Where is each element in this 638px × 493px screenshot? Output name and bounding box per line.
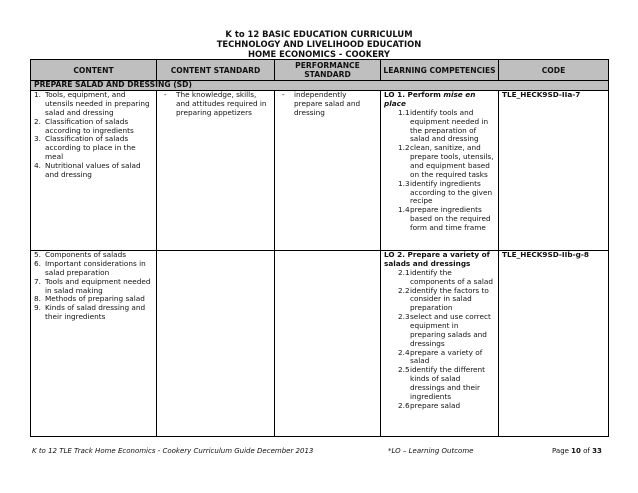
content-standard-cell <box>157 91 275 251</box>
list-item <box>384 402 495 411</box>
list-item-number: 2.3 <box>398 312 410 322</box>
list-item-number: 1.2 <box>398 143 410 153</box>
content-list <box>34 251 153 322</box>
list-item-number: 8. <box>34 294 41 304</box>
list-item-number: 1.4 <box>398 205 410 215</box>
table-row <box>31 251 609 437</box>
col-header-content: CONTENT <box>31 60 157 81</box>
competency-list <box>384 269 495 411</box>
col-header-content-standard: CONTENT STANDARD <box>157 60 275 81</box>
list-item-text: identify the components of a salad <box>410 267 493 286</box>
list-item <box>34 278 153 296</box>
list-item-number: 5. <box>34 250 41 260</box>
list-item <box>384 206 495 233</box>
code-cell: TLE_HECK9SD-IIa-7 <box>499 91 609 251</box>
list-item-number: 2.1 <box>398 267 410 277</box>
competencies-cell <box>381 91 499 251</box>
learning-outcome-title: LO 1. Perform mise en place <box>384 90 476 109</box>
bullet-dash: - <box>282 90 285 100</box>
list-item-number: 7. <box>34 276 41 286</box>
list-item-text: identify tools and equipment needed in the preparation of salad and dressing <box>410 107 489 144</box>
list-item <box>384 287 495 314</box>
col-header-code: CODE <box>499 60 609 81</box>
list-item-number: 2.5 <box>398 365 410 375</box>
list-item-number: 4. <box>34 161 41 170</box>
list-item-number: 6. <box>34 259 41 269</box>
performance-standard-cell <box>275 251 381 437</box>
content-cell <box>31 91 157 251</box>
content-cell <box>31 251 157 437</box>
list-item-text: Tools and equipment needed in salad making <box>45 276 151 295</box>
performance-standard-text: independently prepare salad and dressing <box>294 90 361 117</box>
list-item-number: 2.4 <box>398 347 410 357</box>
content-standard-cell <box>157 251 275 437</box>
footer-guide-title: K to 12 TLE Track Home Economics - Cookery Curriculum Guide December 2013 <box>32 447 314 455</box>
list-item-text: Important considerations in salad preparation <box>45 259 146 277</box>
list-item <box>34 162 153 180</box>
list-item-number: 9. <box>34 303 41 313</box>
list-item <box>384 349 495 367</box>
list-item <box>384 366 495 401</box>
document-subtitle: TECHNOLOGY AND LIVELIHOOD EDUCATION <box>216 39 422 49</box>
list-item-text: Kinds of salad dressing and their ingredients <box>45 303 146 322</box>
list-item-number: 3. <box>34 134 41 144</box>
list-item-number: 1. <box>34 90 41 100</box>
list-item <box>34 260 153 278</box>
list-item-text: identify the factors to consider in salad preparation <box>410 285 489 313</box>
list-item-number: 1.1 <box>398 107 410 117</box>
list-item-text: prepare salad <box>410 400 461 410</box>
list-item-text: Tools, equipment, and utensils needed in preparing salad and dressing <box>45 90 150 117</box>
list-item-text: clean, sanitize, and prepare tools, utensils, and equipment based on the required tasks <box>410 143 494 179</box>
list-item <box>384 180 495 207</box>
list-item-text: Methods of preparing salad <box>45 294 145 304</box>
table-row <box>31 91 609 251</box>
list-item-text: Classification of salads according to place in the meal <box>45 134 136 162</box>
col-header-performance-standard: PERFORMANCE STANDARD <box>275 60 381 81</box>
performance-standard-cell <box>275 91 381 251</box>
list-item <box>384 269 495 287</box>
competency-list <box>384 109 495 233</box>
curriculum-table <box>30 59 609 437</box>
list-item-text: Nutritional values of salad and dressing <box>45 161 141 179</box>
bullet-dash: - <box>164 90 167 100</box>
list-item-text: identify ingredients according to the given recipe <box>410 178 493 206</box>
list-item <box>384 313 495 348</box>
list-item <box>34 135 153 162</box>
list-item-text: prepare ingredients based on the required form and time frame <box>410 205 491 232</box>
document-subject: HOME ECONOMICS - COOKERY <box>248 49 390 59</box>
list-item <box>384 144 495 179</box>
learning-outcome-title: LO 2. Prepare a variety of salads and dressings <box>384 250 490 269</box>
page-number: Page 10 of 33 <box>552 447 602 455</box>
list-item-text: identify the different kinds of salad dressings and their ingredients <box>410 365 486 401</box>
content-list <box>34 91 153 179</box>
footer-lo-note: *LO – Learning Outcome <box>388 447 474 455</box>
list-item-number: 2. <box>34 116 41 126</box>
list-item <box>34 118 153 136</box>
list-item-number: 1.3 <box>398 178 410 188</box>
list-item-text: prepare a variety of salad <box>410 347 483 366</box>
content-standard-text: The knowledge, skills, and attitudes required in preparing appetizers <box>176 90 267 117</box>
list-item <box>384 109 495 144</box>
table-header-row <box>31 60 609 81</box>
list-item <box>34 304 153 322</box>
competencies-cell <box>381 251 499 437</box>
list-item-number: 2.6 <box>398 400 410 410</box>
list-item <box>34 91 153 118</box>
list-item-text: Components of salads <box>45 250 127 260</box>
list-item-text: select and use correct equipment in preparing salads and dressings <box>410 312 491 348</box>
col-header-learning-competencies: LEARNING COMPETENCIES <box>381 60 499 81</box>
list-item-number: 2.2 <box>398 285 410 295</box>
document-title: K to 12 BASIC EDUCATION CURRICULUM <box>225 29 413 39</box>
section-title: PREPARE SALAD AND DRESSING (SD) <box>31 81 609 91</box>
list-item-text: Classification of salads according to ingredients <box>45 116 134 135</box>
code-cell: TLE_HECK9SD-IIb-g-8 <box>499 251 609 437</box>
